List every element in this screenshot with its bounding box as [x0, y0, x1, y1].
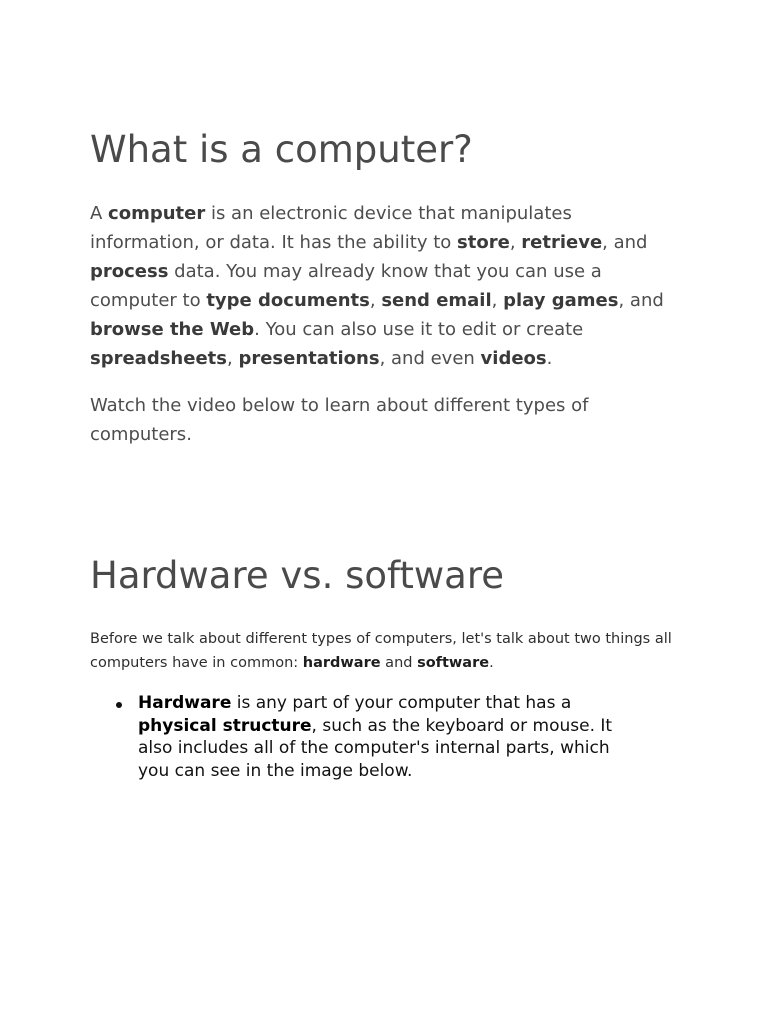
text-run: data. You may already know that you can use a computer to: [90, 261, 602, 311]
text-run: A: [90, 203, 109, 224]
text-run: ,: [491, 290, 504, 311]
text-run: and: [380, 655, 418, 671]
hardware-bullet-list: [112, 692, 632, 782]
bold-term-hardware: hardware: [302, 655, 381, 671]
heading-what-is-a-computer: What is a computer?: [90, 128, 473, 171]
text-run: .: [546, 348, 553, 369]
intro-paragraph: [90, 199, 680, 373]
bold-term-presentations: presentations: [238, 348, 380, 369]
bold-term-spreadsheets: spreadsheets: [90, 348, 227, 369]
bold-term-computer: computer: [108, 203, 206, 224]
hardware-software-intro: [90, 627, 690, 675]
text-run: , and even: [379, 348, 481, 369]
bold-term-play-games: play games: [503, 290, 619, 311]
text-run: .: [489, 655, 494, 671]
text-run: ,: [369, 290, 382, 311]
bold-term-type-documents: type documents: [206, 290, 370, 311]
text-run: , such as the keyboard or mouse. It also includes all of the computer's internal parts, which you can see in the image below.: [138, 715, 613, 781]
bold-term-videos: videos: [480, 348, 547, 369]
text-run: is any part of your computer that has a: [231, 693, 572, 713]
text-run: ,: [226, 348, 239, 369]
text-run: Before we talk about different types of computers, let's talk about two things all computers have in common:: [90, 631, 672, 671]
bold-term-retrieve: retrieve: [521, 232, 603, 253]
bold-term-process: process: [90, 261, 169, 282]
bold-term-send-email: send email: [381, 290, 492, 311]
bold-term-hardware: Hardware: [138, 693, 232, 713]
bold-term-browse-the-web: browse the Web: [90, 319, 255, 340]
list-item: [112, 692, 632, 782]
video-note-paragraph: Watch the video below to learn about different types of computers.: [90, 395, 589, 445]
bullet-icon: [116, 702, 122, 708]
text-run: , and: [618, 290, 664, 311]
text-run: , and: [602, 232, 648, 253]
bold-term-store: store: [457, 232, 510, 253]
bold-term-physical-structure: physical structure: [138, 715, 312, 736]
text-run: is an electronic device that manipulates information, or data. It has the ability to: [90, 203, 572, 253]
text-run: . You can also use it to edit or create: [254, 319, 584, 340]
bold-term-software: software: [417, 655, 490, 671]
heading-hardware-vs-software: Hardware vs. software: [90, 554, 504, 597]
text-run: ,: [509, 232, 522, 253]
